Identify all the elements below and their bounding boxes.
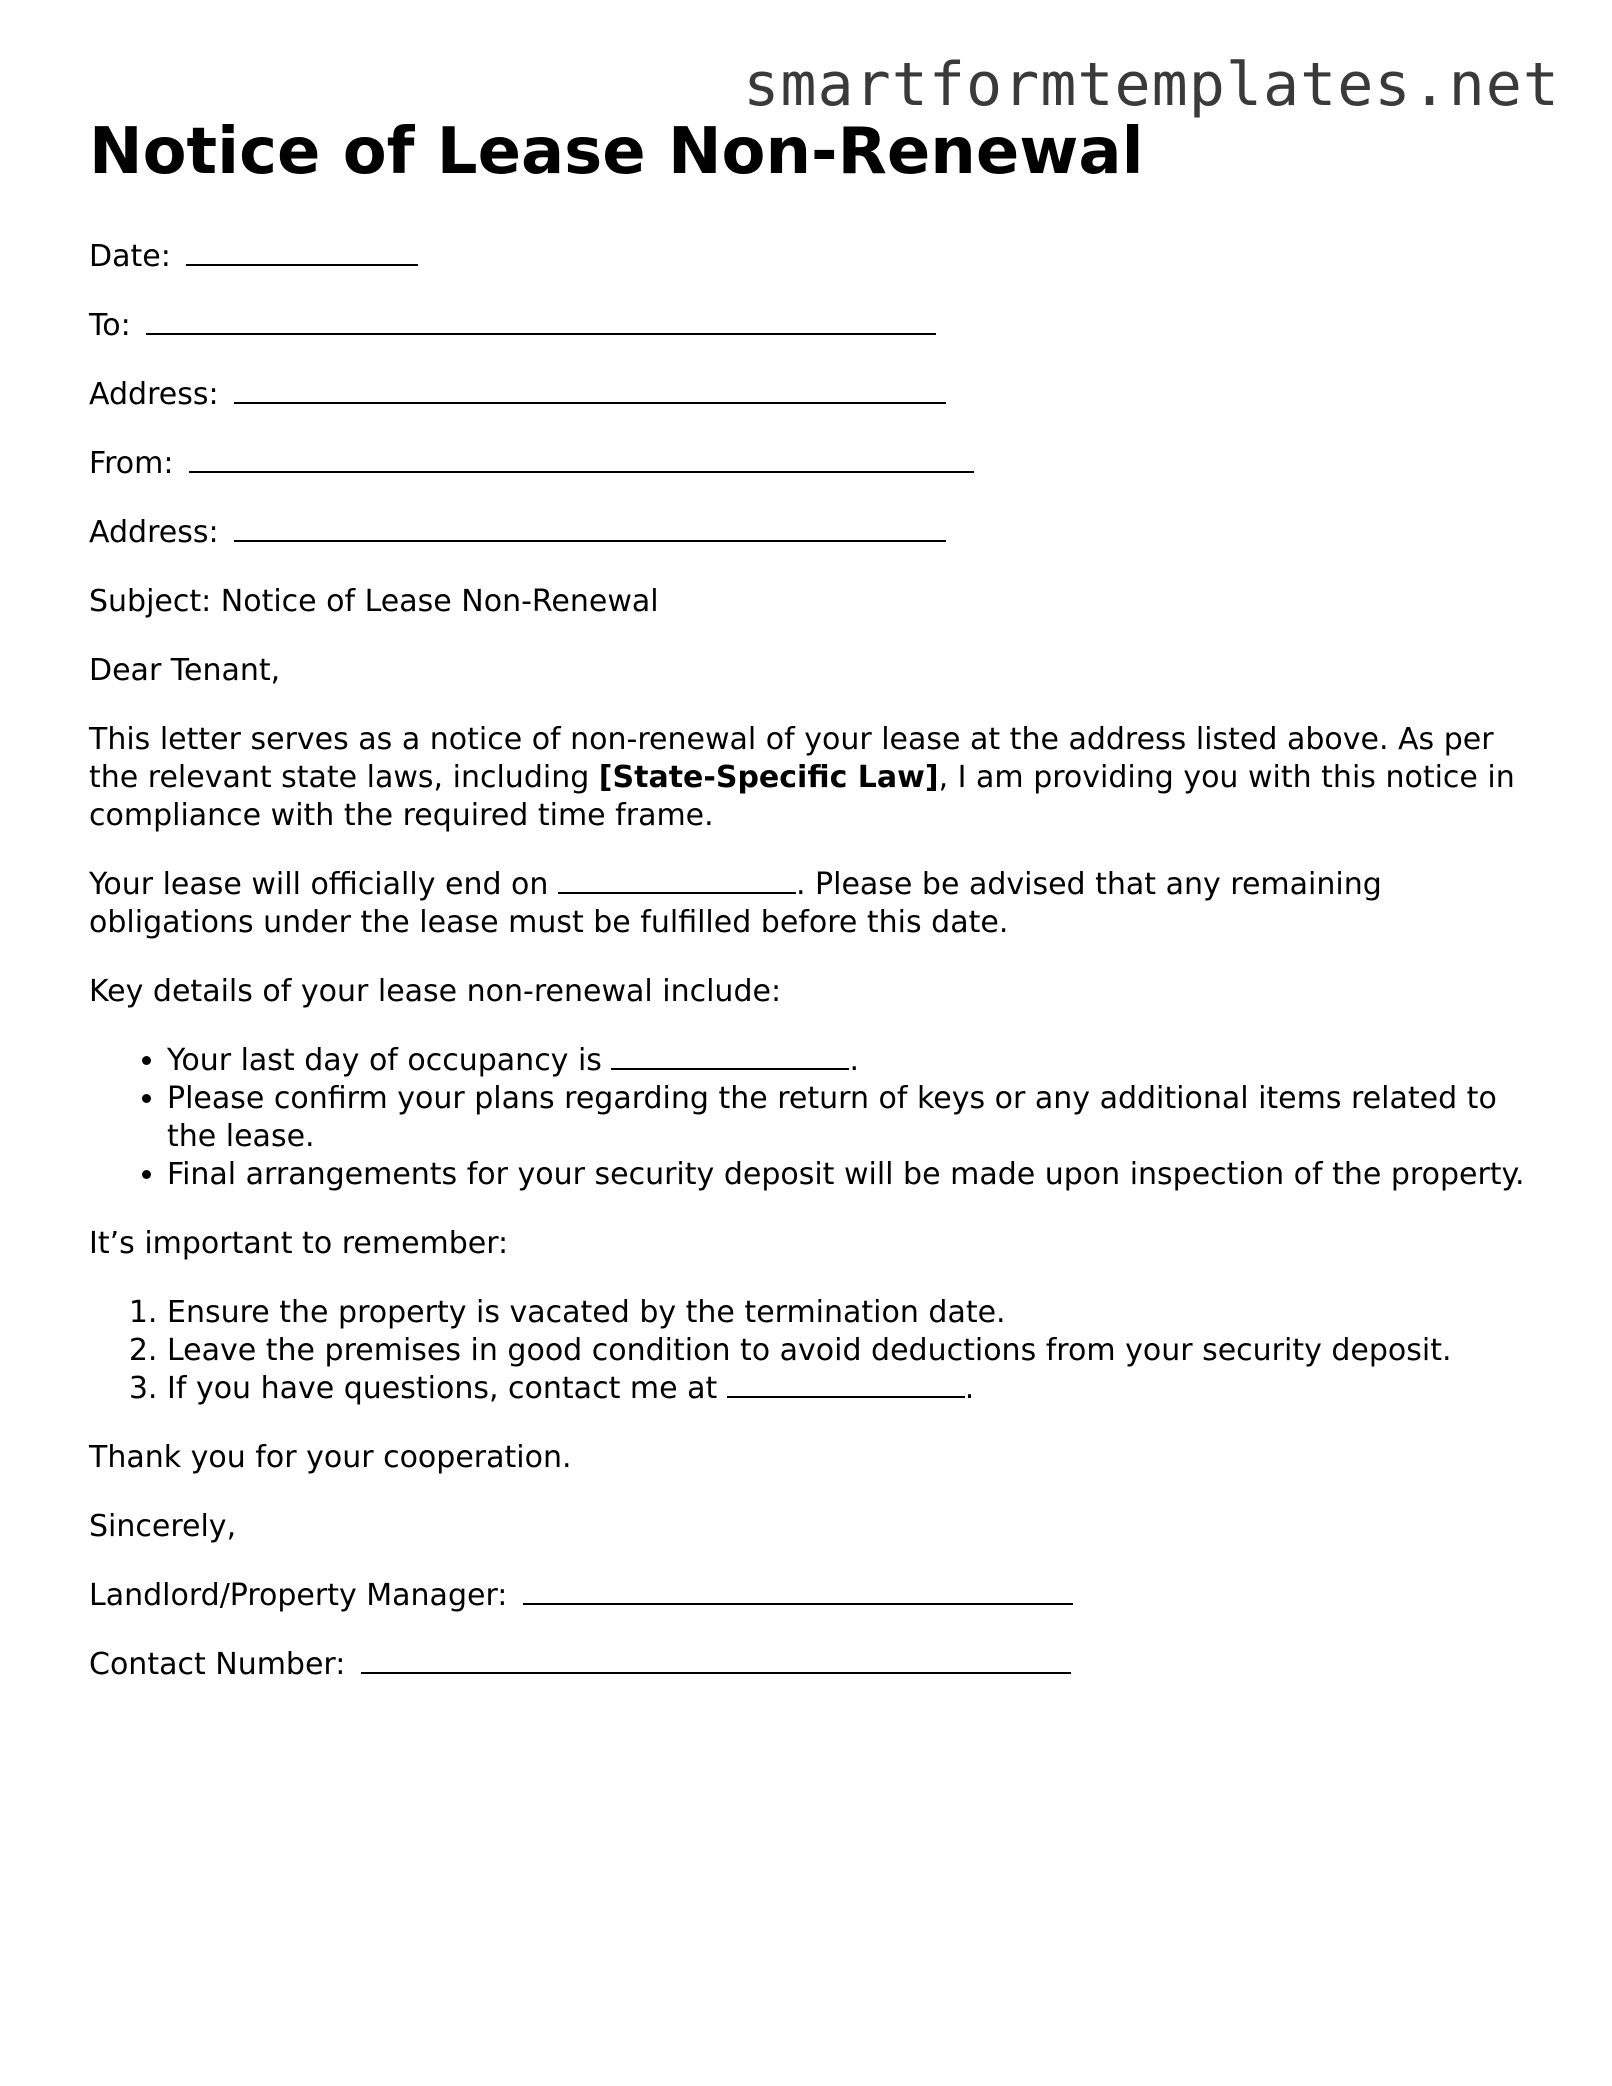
salutation: Dear Tenant, (89, 653, 281, 688)
list-item: 1. Ensure the property is vacated by the termination date. (167, 1294, 1529, 1332)
to-field (89, 307, 1529, 345)
thanks-line: Thank you for your cooperation. (89, 1440, 572, 1475)
sender-address-blank-line[interactable] (234, 514, 946, 542)
closing-line: Sincerely, (89, 1509, 237, 1544)
document-title: Notice of Lease Non-Renewal (89, 115, 1144, 189)
date-blank-line[interactable] (186, 238, 418, 266)
contact-number-field (89, 1646, 1529, 1684)
recipient-address-blank-line[interactable] (234, 376, 946, 404)
contact-period: . (964, 1371, 975, 1406)
list-item: 2. Leave the premises in good condition to avoid deductions from your security deposit. (167, 1332, 1529, 1370)
recipient-address-field (89, 376, 1529, 414)
contact-text: If you have questions, contact me at (167, 1371, 727, 1406)
paragraph-notice (89, 721, 1529, 835)
landlord-label: Landlord/Property Manager: (89, 1578, 508, 1613)
contact-number-blank-line[interactable] (361, 1646, 1071, 1674)
key-details-list (89, 1042, 1529, 1194)
paragraph-notice-text-1: This letter serves as a notice of non-renewal of your lease at the address listed above. As per the relevant state laws, including (89, 722, 1494, 795)
from-label: From: (89, 446, 174, 481)
sender-address-field (89, 514, 1529, 552)
sender-address-label: Address: (89, 515, 219, 550)
from-field (89, 445, 1529, 483)
last-day-period: . (849, 1043, 860, 1078)
watermark: smartformtemplates.net (743, 50, 1560, 120)
remember-list (89, 1294, 1529, 1408)
paragraph-notice-text-2: , I am providing you with this notice in compliance with the required time frame. (89, 760, 1515, 833)
document-body (89, 110, 1529, 1715)
list-item: • Final arrangements for your security deposit will be made upon inspection of the property. (167, 1156, 1529, 1194)
subject-line: Subject: Notice of Lease Non-Renewal (89, 584, 659, 619)
contact-number-label: Contact Number: (89, 1647, 346, 1682)
date-field (89, 238, 1529, 276)
to-label: To: (89, 308, 131, 343)
contact-blank[interactable] (727, 1370, 965, 1398)
list-item: • Please confirm your plans regarding the return of keys or any additional items related to the lease. (167, 1080, 1529, 1156)
from-blank-line[interactable] (189, 445, 974, 473)
paragraph-lease-end-text-2: . Please be advised that any remaining obligations under the lease must be fulfilled before this date. (89, 867, 1382, 940)
lease-end-date-blank[interactable] (558, 866, 796, 894)
key-details-intro: Key details of your lease non-renewal include: (89, 974, 782, 1009)
list-item (167, 1370, 1529, 1408)
to-blank-line[interactable] (146, 307, 936, 335)
paragraph-lease-end (89, 866, 1529, 942)
last-day-text: Your last day of occupancy is (167, 1043, 612, 1078)
state-specific-law: [State-Specific Law] (598, 760, 939, 795)
recipient-address-label: Address: (89, 377, 219, 412)
last-day-blank[interactable] (611, 1042, 849, 1070)
landlord-signature-field (89, 1577, 1529, 1615)
date-label: Date: (89, 239, 171, 274)
paragraph-lease-end-text-1: Your lease will officially end on (89, 867, 558, 902)
list-item (167, 1042, 1529, 1080)
remember-intro: It’s important to remember: (89, 1226, 509, 1261)
landlord-blank-line[interactable] (523, 1577, 1073, 1605)
